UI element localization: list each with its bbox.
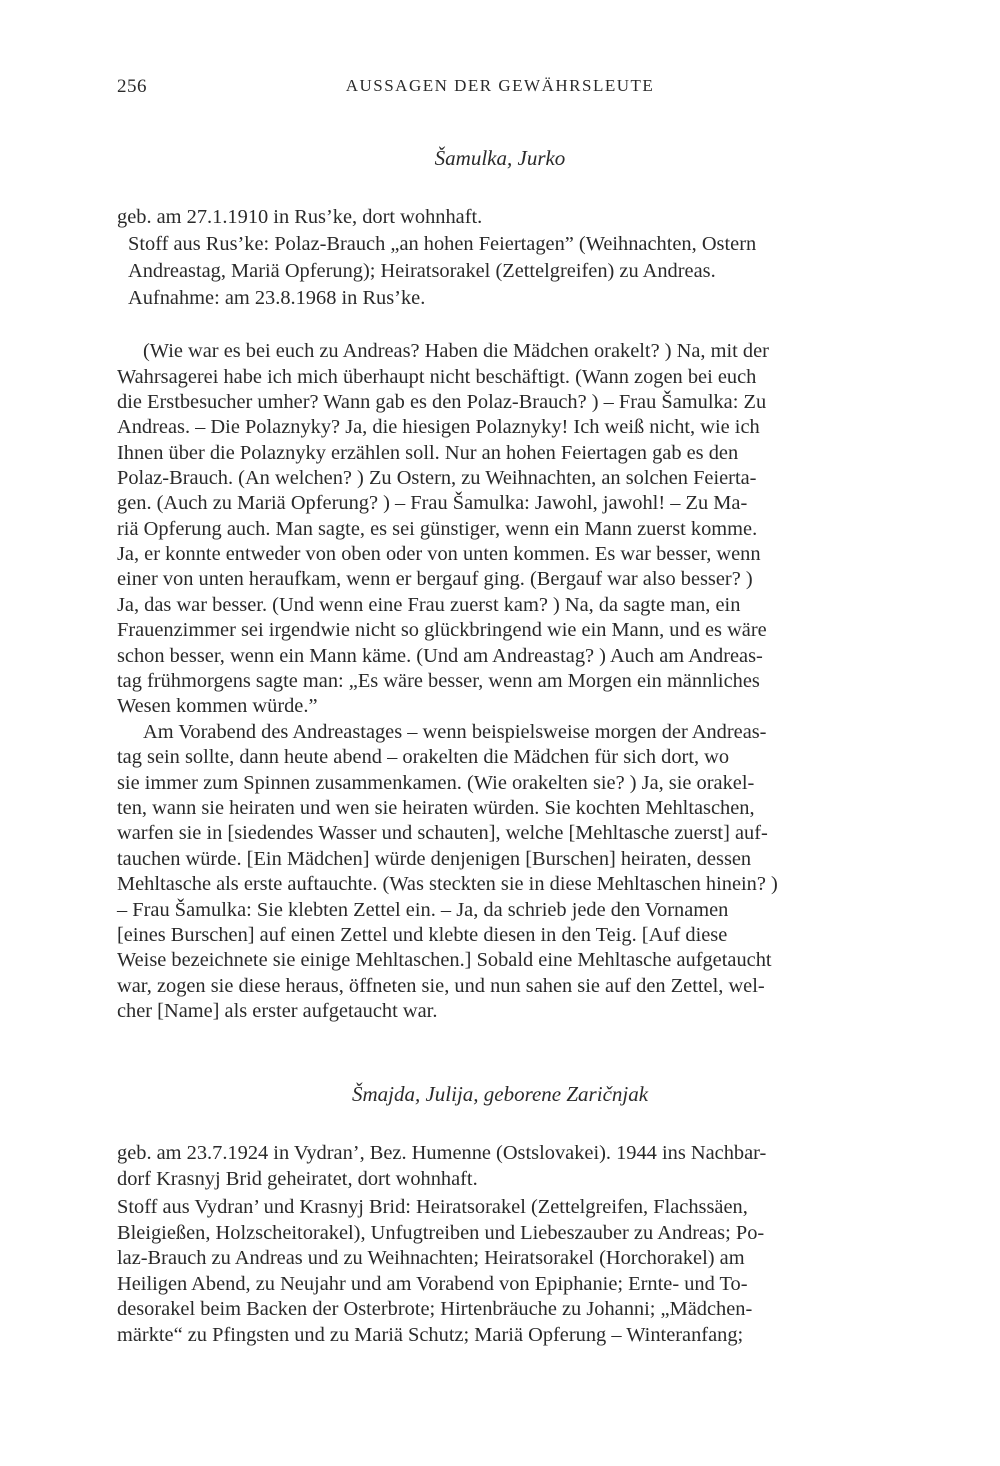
text-line: gen. (Auch zu Mariä Opferung? ) – Frau Šamulka: Jawohl, jawohl! – Zu Ma- [117, 492, 748, 514]
text-line: ten, wann sie heiraten und wen sie heiraten würden. Sie kochten Mehltaschen, [117, 797, 755, 819]
text-line: Ja, er konnte entweder von oben oder von unten kommen. Es war besser, wenn [117, 543, 761, 565]
text-line: tag frühmorgens sagte man: „Es wäre besser, wenn am Morgen ein männliches [117, 670, 760, 692]
text-line: Aufnahme: am 23.8.1968 in Rus’ke. [128, 287, 426, 309]
text-line: einer von unten heraufkam, wenn er bergauf ging. (Bergauf war also besser? ) [117, 568, 753, 590]
text-line: Andreastag, Mariä Opferung); Heiratsorakel (Zettelgreifen) zu Andreas. [128, 260, 716, 282]
text-line: Ihnen über die Polaznyky erzählen soll. Nur an hohen Feiertagen gab es den [117, 442, 739, 464]
text-line: märkte“ zu Pfingsten und zu Mariä Schutz; Mariä Opferung – Winteranfang; [117, 1324, 744, 1346]
text-line: geb. am 27.1.1910 in Rus’ke, dort wohnhaft. [117, 206, 483, 228]
text-line: tauchen würde. [Ein Mädchen] würde denjenigen [Burschen] heiraten, dessen [117, 848, 752, 870]
text-line: schon besser, wenn ein Mann käme. (Und am Andreastag? ) Auch am Andreas- [117, 645, 763, 667]
text-line: dorf Krasnyj Brid geheiratet, dort wohnhaft. [117, 1168, 478, 1190]
text-line: Wesen kommen würde.” [117, 695, 318, 717]
text-line: Weise bezeichnete sie einige Mehltaschen.] Sobald eine Mehltasche aufgetaucht [117, 949, 772, 971]
text-line: sie immer zum Spinnen zusammenkamen. (Wie orakelten sie? ) Ja, sie orakel- [117, 772, 755, 794]
text-line: – Frau Šamulka: Sie klebten Zettel ein. – Ja, da schrieb jede den Vornamen [117, 899, 729, 921]
text-line: Mehltasche als erste auftauchte. (Was steckten sie in diese Mehltaschen hinein? ) [117, 873, 778, 895]
text-line: riä Opferung auch. Man sagte, es sei günstiger, wenn ein Mann zuerst komme. [117, 518, 758, 540]
page-number: 256 [117, 76, 147, 97]
entry-title: Šamulka, Jurko [434, 146, 566, 170]
text-line: die Erstbesucher umher? Wann gab es den Polaz-Brauch? ) – Frau Šamulka: Zu [117, 391, 767, 413]
text-line: (Wie war es bei euch zu Andreas? Haben die Mädchen orakelt? ) Na, mit der [143, 340, 769, 362]
text-line: desorakel beim Backen der Osterbrote; Hirtenbräuche zu Johanni; „Mädchen- [117, 1298, 753, 1320]
text-line: Heiligen Abend, zu Neujahr und am Vorabend von Epiphanie; Ernte- und To- [117, 1273, 748, 1295]
text-line: [eines Burschen] auf einen Zettel und klebte diesen in den Teig. [Auf diese [117, 924, 728, 946]
entry-title: Šmajda, Julija, geborene Zaričnjak [351, 1082, 649, 1106]
text-line: tag sein sollte, dann heute abend – orakelten die Mädchen für sich dort, wo [117, 746, 730, 768]
running-head: AUSSAGEN DER GEWÄHRSLEUTE [345, 76, 655, 95]
text-line: war, zogen sie diese heraus, öffneten sie, und nun sahen sie auf den Zettel, wel- [117, 975, 765, 997]
text-line: cher [Name] als erster aufgetaucht war. [117, 1000, 438, 1022]
text-line: Stoff aus Rus’ke: Polaz-Brauch „an hohen Feiertagen” (Weihnachten, Ostern [128, 233, 757, 255]
text-line: Polaz-Brauch. (An welchen? ) Zu Ostern, zu Weihnachten, an solchen Feierta- [117, 467, 757, 489]
text-line: laz-Brauch zu Andreas und zu Weihnachten; Heiratsorakel (Horchorakel) am [117, 1247, 745, 1269]
text-line: Stoff aus Vydran’ und Krasnyj Brid: Heiratsorakel (Zettelgreifen, Flachssäen, [117, 1196, 748, 1218]
text-line: Frauenzimmer sei irgendwie nicht so glückbringend wie ein Mann, und es wäre [117, 619, 767, 641]
text-line: Am Vorabend des Andreastages – wenn beispielsweise morgen der Andreas- [143, 721, 767, 743]
text-line: Wahrsagerei habe ich mich überhaupt nicht beschäftigt. (Wann zogen bei euch [117, 366, 757, 388]
text-line: Ja, das war besser. (Und wenn eine Frau zuerst kam? ) Na, da sagte man, ein [117, 594, 741, 616]
text-line: Andreas. – Die Polaznyky? Ja, die hiesigen Polaznyky! Ich weiß nicht, wie ich [117, 416, 760, 438]
text-line: warfen sie in [siedendes Wasser und schauten], welche [Mehltasche zuerst] auf- [117, 822, 768, 844]
text-line: Bleigießen, Holzscheitorakel), Unfugtreiben und Liebeszauber zu Andreas; Po- [117, 1222, 765, 1244]
text-line: geb. am 23.7.1924 in Vydran’, Bez. Humenne (Ostslovakei). 1944 ins Nachbar- [117, 1142, 767, 1164]
